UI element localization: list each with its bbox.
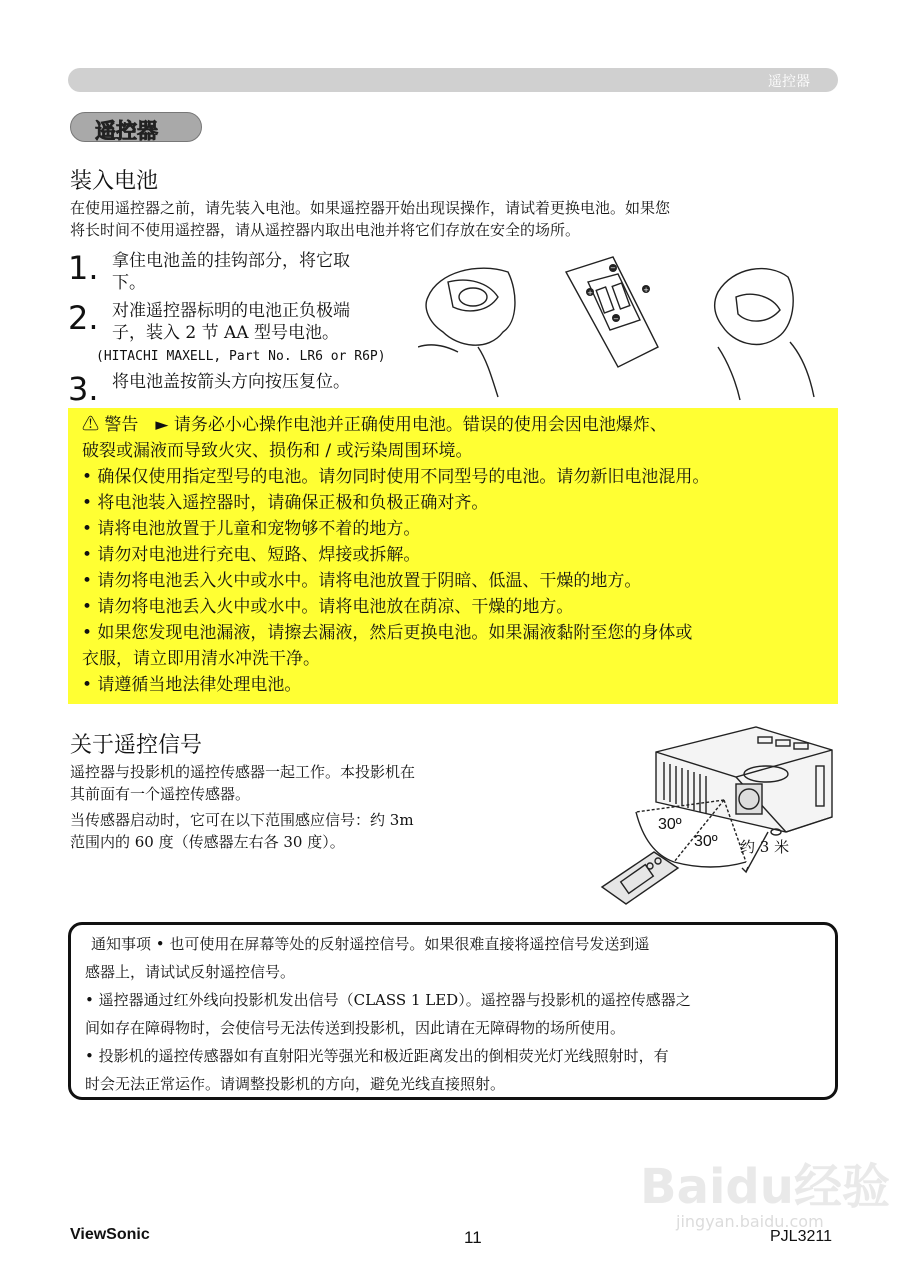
watermark-logo: Baidu经验 — [640, 1159, 890, 1215]
footer-brand: ViewSonic — [70, 1226, 150, 1243]
battery-intro-line-2: 将长时间不使用遥控器，请从遥控器内取出电池并将它们存放在安全的场所。 — [70, 221, 581, 239]
warning-bullet: • 请将电池放置于儿童和宠物够不着的地方。 — [82, 519, 421, 539]
warning-title: ⚠ 警告 ► 请务必小心操作电池并正确使用电池。错误的使用会因电池爆炸、 — [82, 415, 667, 435]
distance-label: 约 3 米 — [740, 838, 790, 856]
step-2-note: (HITACHI MAXELL, Part No. LR6 or R6P) — [96, 349, 386, 364]
step-2-line-2: 子，装入 2 节 AA 型号电池。 — [112, 323, 339, 343]
notice-bullet: • 遥控器通过红外线向投影机发出信号（CLASS 1 LED）。遥控器与投影机的遥控传感器之 — [85, 991, 691, 1009]
step-3-number: 3. — [68, 370, 99, 408]
svg-text:+: + — [587, 289, 593, 297]
warning-line: 破裂或漏液而导致火灾、损伤和 / 或污染周围环境。 — [82, 441, 473, 461]
footer-model: PJL3211 — [770, 1228, 832, 1245]
notice-bullet: • 投影机的遥控传感器如有直射阳光等强光和极近距离发出的倒相荧光灯光线照射时，有 — [85, 1047, 669, 1065]
warning-bullet: • 请勿将电池丢入火中或水中。请将电池放在荫凉、干燥的地方。 — [82, 597, 574, 617]
projector-range-diagram — [596, 722, 840, 912]
step-3-line-1: 将电池盖按箭头方向按压复位。 — [112, 372, 350, 392]
step-1-number: 1. — [68, 249, 99, 287]
signal-line-2: 其前面有一个遥控传感器。 — [70, 785, 251, 803]
warning-bullet: • 确保仅使用指定型号的电池。请勿同时使用不同型号的电池。请勿新旧电池混用。 — [82, 467, 710, 487]
svg-text:−: − — [613, 315, 619, 323]
page-number: 11 — [464, 1228, 482, 1247]
signal-line-3: 当传感器启动时，它可在以下范围感应信号：约 3m — [70, 811, 414, 829]
step-2-line-1: 对准遥控器标明的电池正负极端 — [112, 301, 350, 321]
notice-title: 通知事项 • 也可使用在屏幕等处的反射遥控信号。如果很难直接将遥控信号发送到遥 — [91, 935, 650, 953]
battery-illustration — [418, 252, 838, 402]
section-title-pill — [70, 112, 202, 142]
notice-line: 时会无法正常运作。请调整投影机的方向，避免光线直接照射。 — [85, 1075, 506, 1093]
svg-text:+: + — [643, 286, 649, 294]
baidu-watermark — [640, 1148, 890, 1217]
warning-bullet: • 将电池装入遥控器时，请确保正极和负极正确对齐。 — [82, 493, 489, 513]
signal-line-4: 范围内的 60 度（传感器左右各 30 度）。 — [70, 833, 345, 851]
notice-box — [68, 922, 838, 1100]
svg-text:−: − — [610, 264, 616, 272]
step-1-line-2: 下。 — [112, 273, 146, 293]
signal-line-1: 遥控器与投影机的遥控传感器一起工作。本投影机在 — [70, 763, 416, 781]
signal-heading: 关于遥控信号 — [70, 733, 203, 758]
step-1-line-1: 拿住电池盖的挂钩部分，将它取 — [112, 251, 350, 271]
notice-line: 间如存在障碍物时，会使信号无法传送到投影机，因此请在无障碍物的场所使用。 — [85, 1019, 626, 1037]
section-title: 遥控器 — [95, 118, 158, 143]
header-bar — [68, 68, 838, 92]
step-2-number: 2. — [68, 299, 99, 337]
watermark-url: jingyan.baidu.com — [676, 1212, 824, 1231]
warning-bullet: • 如果您发现电池漏液，请擦去漏液，然后更换电池。如果漏液黏附至您的身体或 — [82, 623, 693, 643]
angle-left-label: 30º — [658, 816, 682, 833]
warning-bullet: • 请勿将电池丢入火中或水中。请将电池放置于阴暗、低温、干燥的地方。 — [82, 571, 642, 591]
warning-box — [68, 408, 838, 704]
angle-right-label: 30º — [694, 833, 718, 850]
notice-line: 感器上，请试试反射遥控信号。 — [85, 963, 296, 981]
warning-bullet: • 请勿对电池进行充电、短路、焊接或拆解。 — [82, 545, 421, 565]
warning-line: 衣服，请立即用清水冲洗干净。 — [82, 649, 320, 669]
battery-intro-line-1: 在使用遥控器之前，请先装入电池。如果遥控器开始出现误操作，请试着更换电池。如果您 — [70, 199, 671, 217]
warning-bullet: • 请遵循当地法律处理电池。 — [82, 675, 302, 695]
battery-heading: 装入电池 — [70, 169, 159, 194]
header-label: 遥控器 — [768, 74, 810, 90]
